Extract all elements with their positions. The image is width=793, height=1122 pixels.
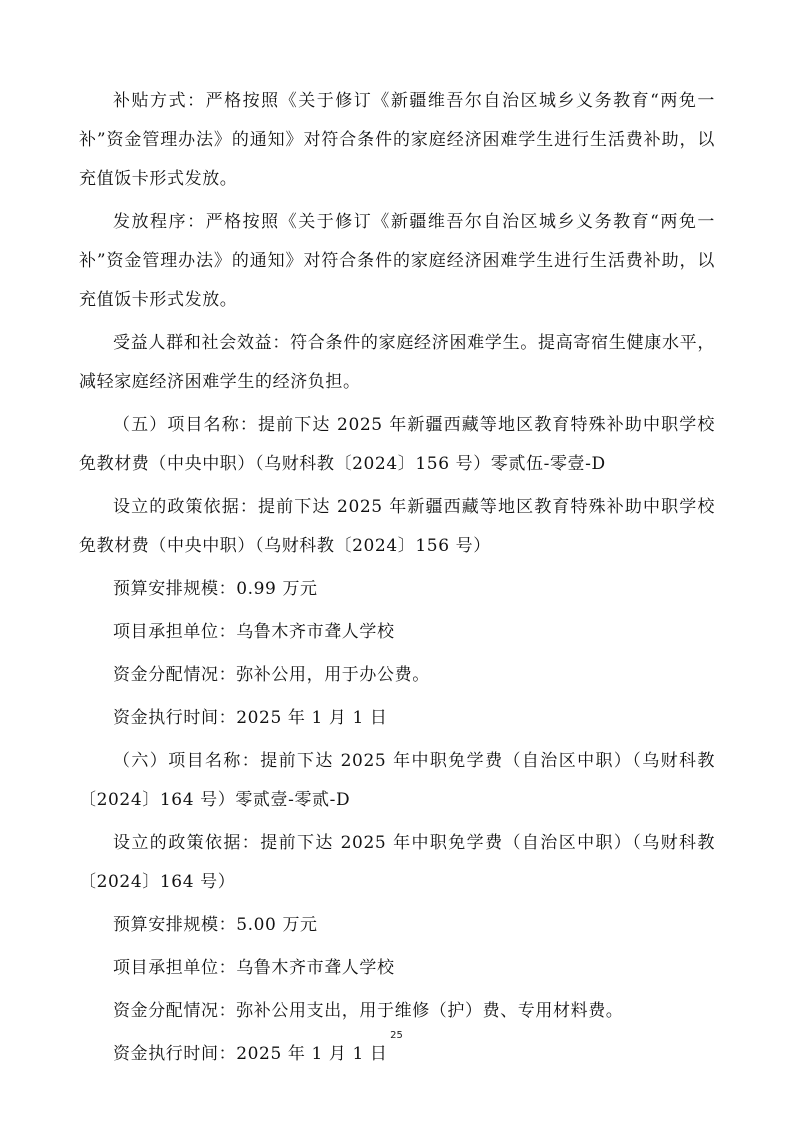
paragraph-project-6-basis: 设立的政策依据：提前下达 2025 年中职免学费（自治区中职）（乌财科教〔2024〕164 号） [79,833,715,892]
page-number: 25 [390,1030,403,1041]
paragraph-project-6-budget: 预算安排规模：5.00 万元 [113,915,318,935]
paragraph-project-6-unit: 项目承担单位：乌鲁木齐市聋人学校 [113,958,395,978]
paragraph-project-6-allocation: 资金分配情况：弥补公用支出，用于维修（护）费、专用材料费。 [113,1001,624,1021]
paragraph-subsidy-method: 补贴方式：严格按照《关于修订《新疆维吾尔自治区城乡义务教育“两免一补”资金管理办法》的通知》对符合条件的家庭经济困难学生进行生活费补助，以充值饭卡形式发放。 [79,91,715,189]
paragraph-distribution-procedure: 发放程序：严格按照《关于修订《新疆维吾尔自治区城乡义务教育“两免一补”资金管理办法》的通知》对符合条件的家庭经济困难学生进行生活费补助，以充值饭卡形式发放。 [79,212,715,310]
paragraph-project-5-execution-time: 资金执行时间：2025 年 1 月 1 日 [113,708,388,728]
paragraph-project-5-name: （五）项目名称：提前下达 2025 年新疆西藏等地区教育特殊补助中职学校免教材费（中央中职）（乌财科教〔2024〕156 号）零贰伍-零壹-D [79,415,715,474]
paragraph-beneficiaries: 受益人群和社会效益：符合条件的家庭经济困难学生。提高寄宿生健康水平，减轻家庭经济困难学生的经济负担。 [79,333,715,392]
paragraph-project-5-basis: 设立的政策依据：提前下达 2025 年新疆西藏等地区教育特殊补助中职学校免教材费（中央中职）（乌财科教〔2024〕156 号） [79,497,715,556]
paragraph-project-5-unit: 项目承担单位：乌鲁木齐市聋人学校 [113,622,395,642]
paragraph-project-5-budget: 预算安排规模：0.99 万元 [113,579,318,599]
paragraph-project-6-name: （六）项目名称：提前下达 2025 年中职免学费（自治区中职）（乌财科教〔2024〕164 号）零贰壹-零贰-D [79,751,715,810]
paragraph-project-6-execution-time: 资金执行时间：2025 年 1 月 1 日 [113,1044,388,1064]
paragraph-project-5-allocation: 资金分配情况：弥补公用，用于办公费。 [113,665,430,685]
document-body [79,82,715,1078]
